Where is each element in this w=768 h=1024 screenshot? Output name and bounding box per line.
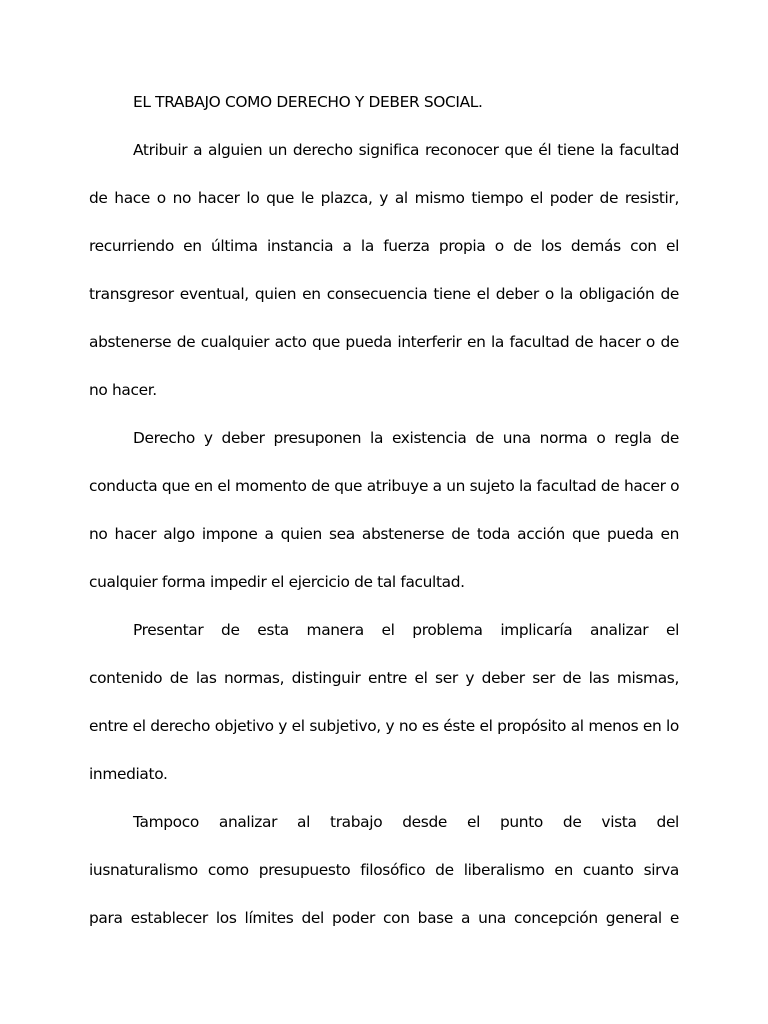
paragraph-line: contenido de las normas, distinguir entre el ser y deber ser de las mismas, [89,669,679,687]
document-title: EL TRABAJO COMO DERECHO Y DEBER SOCIAL. [133,93,483,111]
paragraph-line: recurriendo en última instancia a la fuerza propia o de los demás con el [89,237,679,255]
paragraph-line: para establecer los límites del poder con base a una concepción general e [89,909,679,927]
paragraph-line: Tampoco analizar al trabajo desde el punto de vista del [133,813,679,831]
paragraph-line: Derecho y deber presuponen la existencia de una norma o regla de [133,429,679,447]
paragraph-line: no hacer. [89,381,157,399]
paragraph-line: entre el derecho objetivo y el subjetivo, y no es éste el propósito al menos en lo [89,717,679,735]
paragraph-line: no hacer algo impone a quien sea abstenerse de toda acción que pueda en [89,525,679,543]
paragraph-line: iusnaturalismo como presupuesto filosófico de liberalismo en cuanto sirva [89,861,679,879]
paragraph-line: cualquier forma impedir el ejercicio de tal facultad. [89,573,465,591]
paragraph-line: Atribuir a alguien un derecho significa reconocer que él tiene la facultad [133,141,679,159]
paragraph-line: transgresor eventual, quien en consecuencia tiene el deber o la obligación de [89,285,679,303]
paragraph-line: de hace o no hacer lo que le plazca, y al mismo tiempo el poder de resistir, [89,189,679,207]
paragraph-line: abstenerse de cualquier acto que pueda interferir en la facultad de hacer o de [89,333,679,351]
paragraph-line: inmediato. [89,765,168,783]
paragraph-line: Presentar de esta manera el problema implicaría analizar el [133,621,679,639]
paragraph-line: conducta que en el momento de que atribuye a un sujeto la facultad de hacer o [89,477,680,495]
